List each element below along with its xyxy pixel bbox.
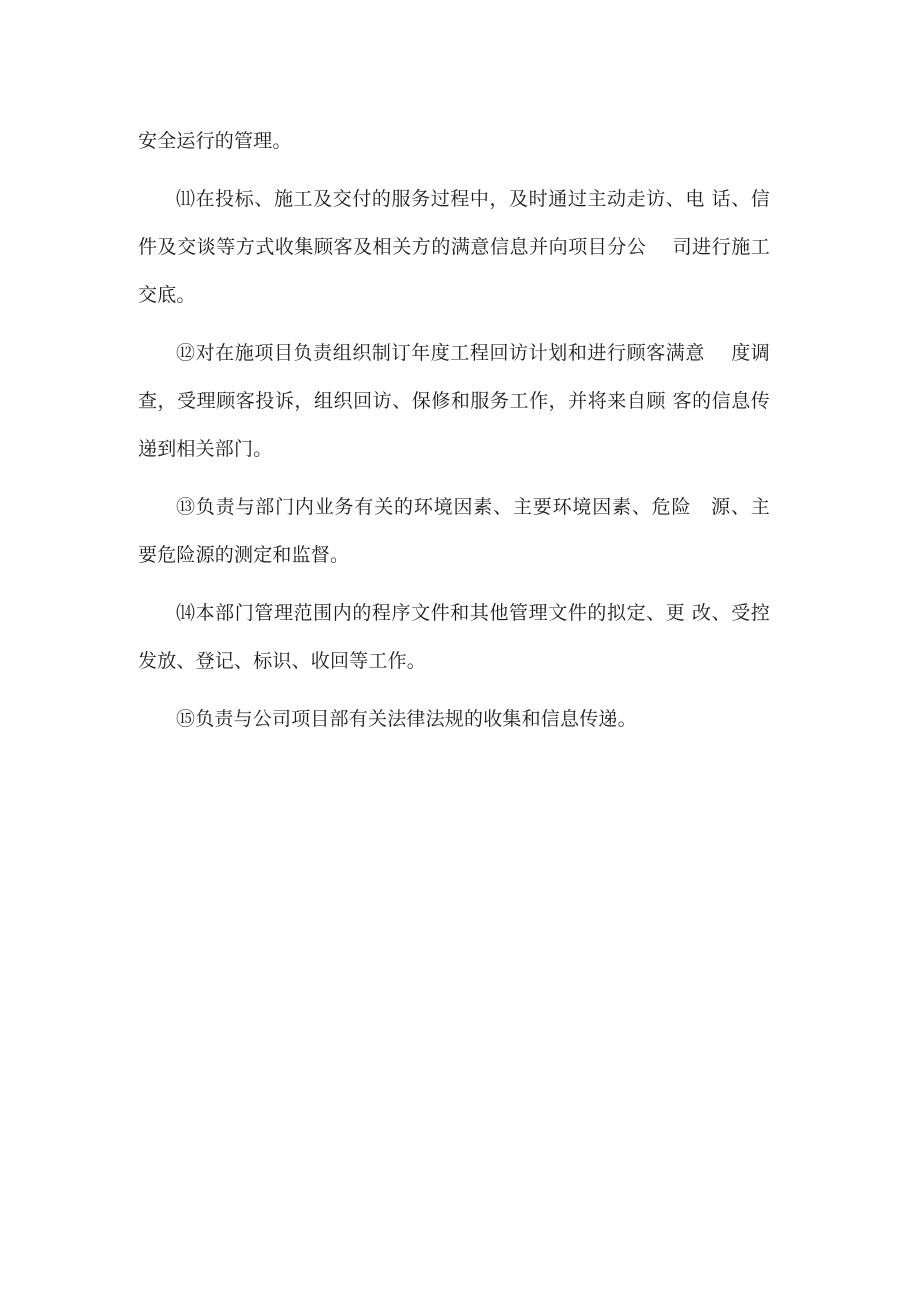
paragraph-item-13: ⑬负责与部门内业务有关的环境因素、主要环境因素、危险 源、主要危险源的测定和监督。 xyxy=(138,496,770,566)
paragraph-item-12: ⑫对在施项目负责组织制订年度工程回访计划和进行顾客满意 度调查，受理顾客投诉，组织回访、保修和服务工作，并将来自顾 客的信息传递到相关部门。 xyxy=(138,342,770,460)
paragraph-item-11: ⑾在投标、施工及交付的服务过程中，及时通过主动走访、电 话、信件及交谈等方式收集顾客及相关方的满意信息并向项目分公 司进行施工交底。 xyxy=(138,188,770,306)
document-body xyxy=(138,117,770,753)
paragraph-continuation: 安全运行的管理。 xyxy=(138,130,292,152)
paragraph-item-15: ⑮负责与公司项目部有关法律法规的收集和信息传递。 xyxy=(176,708,637,730)
paragraph-item-14: ⒁本部门管理范围内的程序文件和其他管理文件的拟定、更 改、受控发放、登记、标识、收回等工作。 xyxy=(138,602,770,672)
